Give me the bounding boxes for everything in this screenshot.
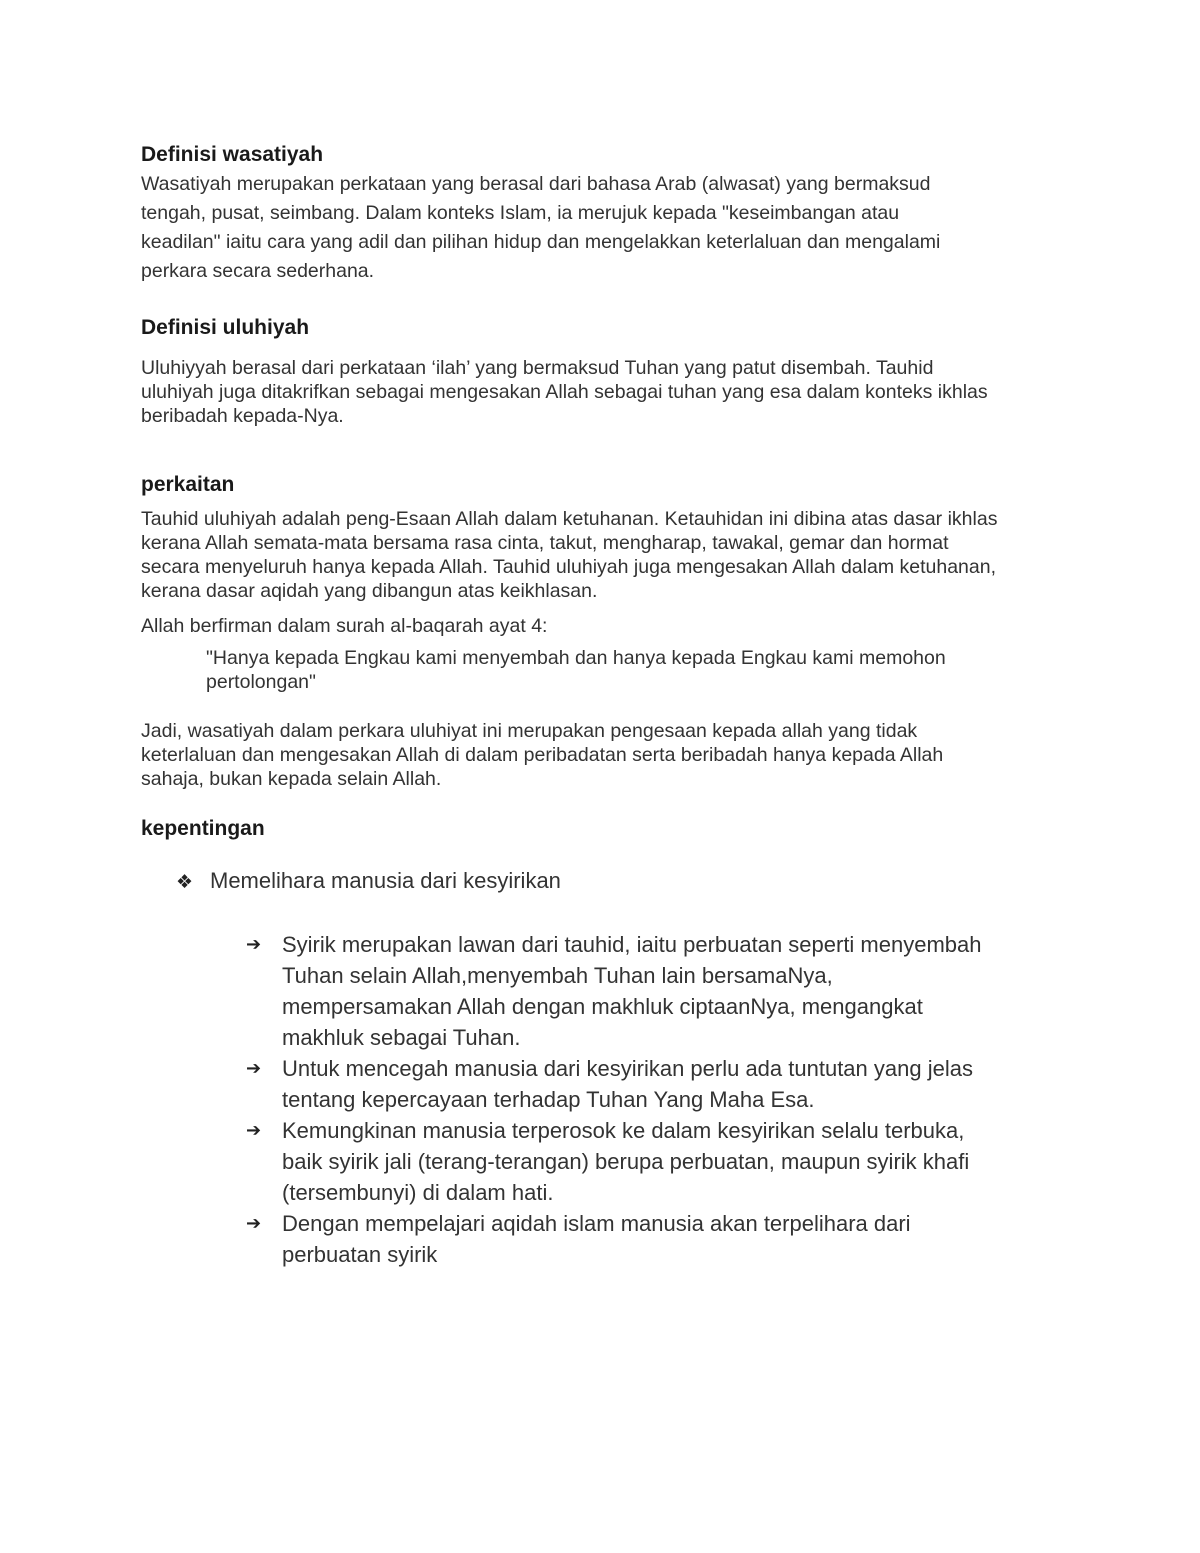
text-line: makhluk sebagai Tuhan.: [282, 1025, 521, 1050]
text-line: pertolongan": [206, 671, 316, 693]
verse-quote: [206, 646, 946, 694]
text-line: Uluhiyyah berasal dari perkataan ‘ilah’ yang bermaksud Tuhan yang patut disembah. Tauhid: [141, 357, 934, 379]
text-line: perkara secara sederhana.: [141, 260, 375, 282]
text-line: Jadi, wasatiyah dalam perkara uluhiyat ini merupakan pengesaan kepada allah yang tidak: [141, 720, 918, 742]
text-line: baik syirik jali (terang-terangan) berupa perbuatan, maupun syirik khafi: [282, 1149, 970, 1174]
text-line: Tuhan selain Allah,menyembah Tuhan lain bersamaNya,: [282, 963, 833, 988]
text-line: (tersembunyi) di dalam hati.: [282, 1180, 554, 1205]
text-line: Tauhid uluhiyah adalah peng-Esaan Allah dalam ketuhanan. Ketauhidan ini dibina atas dasar ikhlas: [141, 508, 998, 530]
heading-kepentingan: kepentingan: [141, 817, 265, 840]
verse-intro: [141, 614, 547, 638]
text-line: uluhiyah juga ditakrifkan sebagai mengesakan Allah sebagai tuhan yang esa dalam konteks ikhlas: [141, 381, 988, 403]
text-line: tengah, pusat, seimbang. Dalam konteks Islam, ia merujuk kepada "keseimbangan atau: [141, 202, 900, 224]
text-line: beribadah kepada-Nya.: [141, 405, 344, 427]
arrow-bullet-icon: ➔: [246, 1058, 262, 1078]
text-line: Wasatiyah merupakan perkataan yang berasal dari bahasa Arab (alwasat) yang bermaksud: [141, 173, 931, 195]
sub-bullet-item: [246, 929, 982, 1053]
text-line: keterlaluan dan mengesakan Allah di dalam peribadatan serta beribadah hanya kepada Allah: [141, 744, 944, 766]
arrow-bullet-icon: ➔: [246, 934, 262, 954]
text-line: Dengan mempelajari aqidah islam manusia akan terpelihara dari: [282, 1211, 911, 1236]
text-line: kerana dasar aqidah yang dibangun atas keikhlasan.: [141, 580, 598, 602]
text-line: kerana Allah semata-mata bersama rasa cinta, takut, mengharap, tawakal, gemar dan hormat: [141, 532, 949, 554]
text-line: Untuk mencegah manusia dari kesyirikan perlu ada tuntutan yang jelas: [282, 1056, 973, 1081]
text-line: keadilan" iaitu cara yang adil dan pilihan hidup dan mengelakkan keterlaluan dan mengalami: [141, 231, 941, 253]
text-line: sahaja, bukan kepada selain Allah.: [141, 768, 442, 790]
arrow-bullet-icon: ➔: [246, 1213, 262, 1233]
heading-wasatiyah: Definisi wasatiyah: [141, 143, 324, 166]
heading-perkaitan: perkaitan: [141, 473, 235, 496]
diamond-bullet-icon: ❖: [176, 872, 194, 893]
bullet-item: [176, 868, 561, 894]
text-line: tentang kepercayaan terhadap Tuhan Yang Maha Esa.: [282, 1087, 815, 1112]
paragraph-conclusion: [141, 719, 943, 791]
bullet-text: Memelihara manusia dari kesyirikan: [210, 868, 561, 893]
text-line: perbuatan syirik: [282, 1242, 438, 1267]
sub-bullet-item: [246, 1208, 982, 1270]
text-line: Allah berfirman dalam surah al-baqarah ayat 4:: [141, 615, 548, 637]
sub-bullet-list: [246, 929, 982, 1270]
text-line: secara menyeluruh hanya kepada Allah. Tauhid uluhiyah juga mengesakan Allah dalam ketuhanan,: [141, 556, 996, 578]
paragraph-uluhiyah: [141, 356, 988, 428]
heading-uluhiyah: Definisi uluhiyah: [141, 316, 310, 339]
arrow-bullet-icon: ➔: [246, 1120, 262, 1140]
text-line: "Hanya kepada Engkau kami menyembah dan hanya kepada Engkau kami memohon: [206, 647, 946, 669]
paragraph-wasatiyah: [141, 170, 940, 286]
paragraph-perkaitan: [141, 507, 997, 603]
text-line: mempersamakan Allah dengan makhluk ciptaanNya, mengangkat: [282, 994, 923, 1019]
sub-bullet-item: [246, 1053, 982, 1115]
sub-bullet-item: [246, 1115, 982, 1208]
text-line: Syirik merupakan lawan dari tauhid, iaitu perbuatan seperti menyembah: [282, 932, 982, 957]
text-line: Kemungkinan manusia terperosok ke dalam kesyirikan selalu terbuka,: [282, 1118, 965, 1143]
